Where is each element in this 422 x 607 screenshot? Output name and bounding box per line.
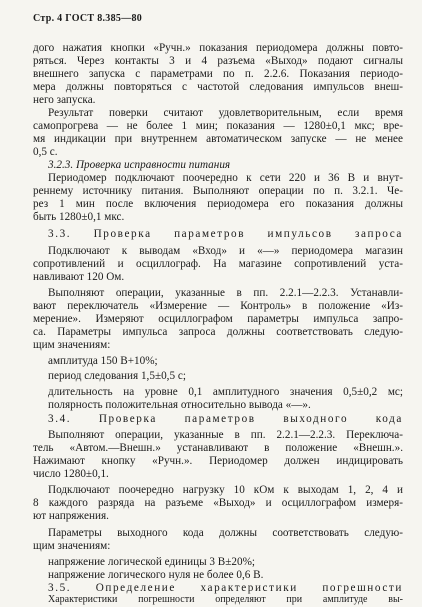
text-line: са. Параметры импульса запроса должны соответствовать следую- <box>33 326 403 338</box>
text-line: рез 1 мин после включения периодомера его показания должны <box>33 198 403 210</box>
text-line: вают переключатель «Измерение — Контроль» в положение «Из- <box>33 300 403 312</box>
text-line: число 1280±0,1. <box>33 468 109 480</box>
text-line: щим значениям: <box>33 540 111 552</box>
text-line: реннему источнику питания. Выполняют операции по п. 3.2.1. Че- <box>33 185 403 197</box>
text-line: Выполняют операции, указанные в пп. 2.2.1—2.2.3. Устанавли- <box>48 287 403 299</box>
text-line: Подключают к выводам «Вход» и «—» периодомера магазин <box>48 245 403 257</box>
section-heading: 3.3. Проверка параметров импульсов запроса <box>48 228 403 240</box>
text-line: него запуска. <box>33 94 96 106</box>
text-line: мера должны повторяться с частотой следования импульсов внеш- <box>33 81 403 93</box>
section-heading: 3.5. Определение характеристики погрешности <box>48 582 403 594</box>
text-line: навливают 120 Ом. <box>33 271 125 283</box>
text-line: полярность положительная относительно вывода «—». <box>48 399 311 411</box>
text-line: внешнего запуска с параметрами по п. 2.2.6. Показания периодо- <box>33 68 403 80</box>
text-line: 8 каждого разряда на разъеме «Выход» и осциллографом измеря- <box>33 497 403 509</box>
text-line: напряжение логической единицы 3 В±20%; <box>48 556 256 568</box>
text-line: напряжение логического нуля не более 0,6 В. <box>48 569 264 581</box>
text-line: Нажимают кнопку «Ручн.». Периодомер должен индицировать <box>33 455 403 467</box>
text-line: Подключают поочередно нагрузку 10 кОм к выходам 1, 2, 4 и <box>48 484 403 496</box>
text-line: щим значениям: <box>33 339 111 351</box>
text-line: амплитуда 150 В+10%; <box>48 355 158 367</box>
text-line: ют напряжения. <box>33 510 109 522</box>
text-line: период следования 1,5±0,5 с; <box>48 370 186 382</box>
text-line: длительность на уровне 0,1 амплитудного значения 0,5±0,2 мс; <box>48 386 403 398</box>
text-line: тель «Автом.—Внешн.» устанавливают в положение «Внешн.». <box>33 442 403 454</box>
text-line: Периодомер подключают поочередно к сети 220 и 36 В и внут- <box>48 172 403 184</box>
text-line: дого нажатия кнопки «Ручн.» показания периодомера должны повто- <box>33 42 403 54</box>
text-line: Параметры выходного кода должны соответствовать следую- <box>48 527 403 539</box>
page-header: Стр. 4 ГОСТ 8.385—80 <box>33 13 143 24</box>
section-heading: 3.2.3. Проверка исправности питания <box>48 159 231 171</box>
text-line: Характеристики погрешности определяют при амплитуде вы- <box>48 594 403 605</box>
text-line: Выполняют операции, указанные в пп. 2.2.1—2.2.3. Переключа- <box>48 429 403 441</box>
text-line: сопротивлений и осциллограф. На магазине сопротивлений уста- <box>33 258 403 270</box>
text-line: ряться. Через контакты 3 и 4 разъема «Выход» подают сигналы <box>33 55 403 67</box>
text-line: самопрогрева — не более 1 мин; показания — 1280±0,1 мкс; вре- <box>33 120 403 132</box>
text-line: мя индикации при внутреннем автоматическом запуске — не менее <box>33 133 403 145</box>
section-heading: 3.4. Проверка параметров выходного кода <box>48 413 403 425</box>
text-line: быть 1280±0,1 мкс. <box>33 211 125 223</box>
text-line: мерение». Измеряют осциллографом параметры импульса запро- <box>33 313 403 325</box>
text-line: Результат поверки считают удовлетворительным, если время <box>48 107 403 119</box>
text-line: 0,5 с. <box>33 146 58 158</box>
